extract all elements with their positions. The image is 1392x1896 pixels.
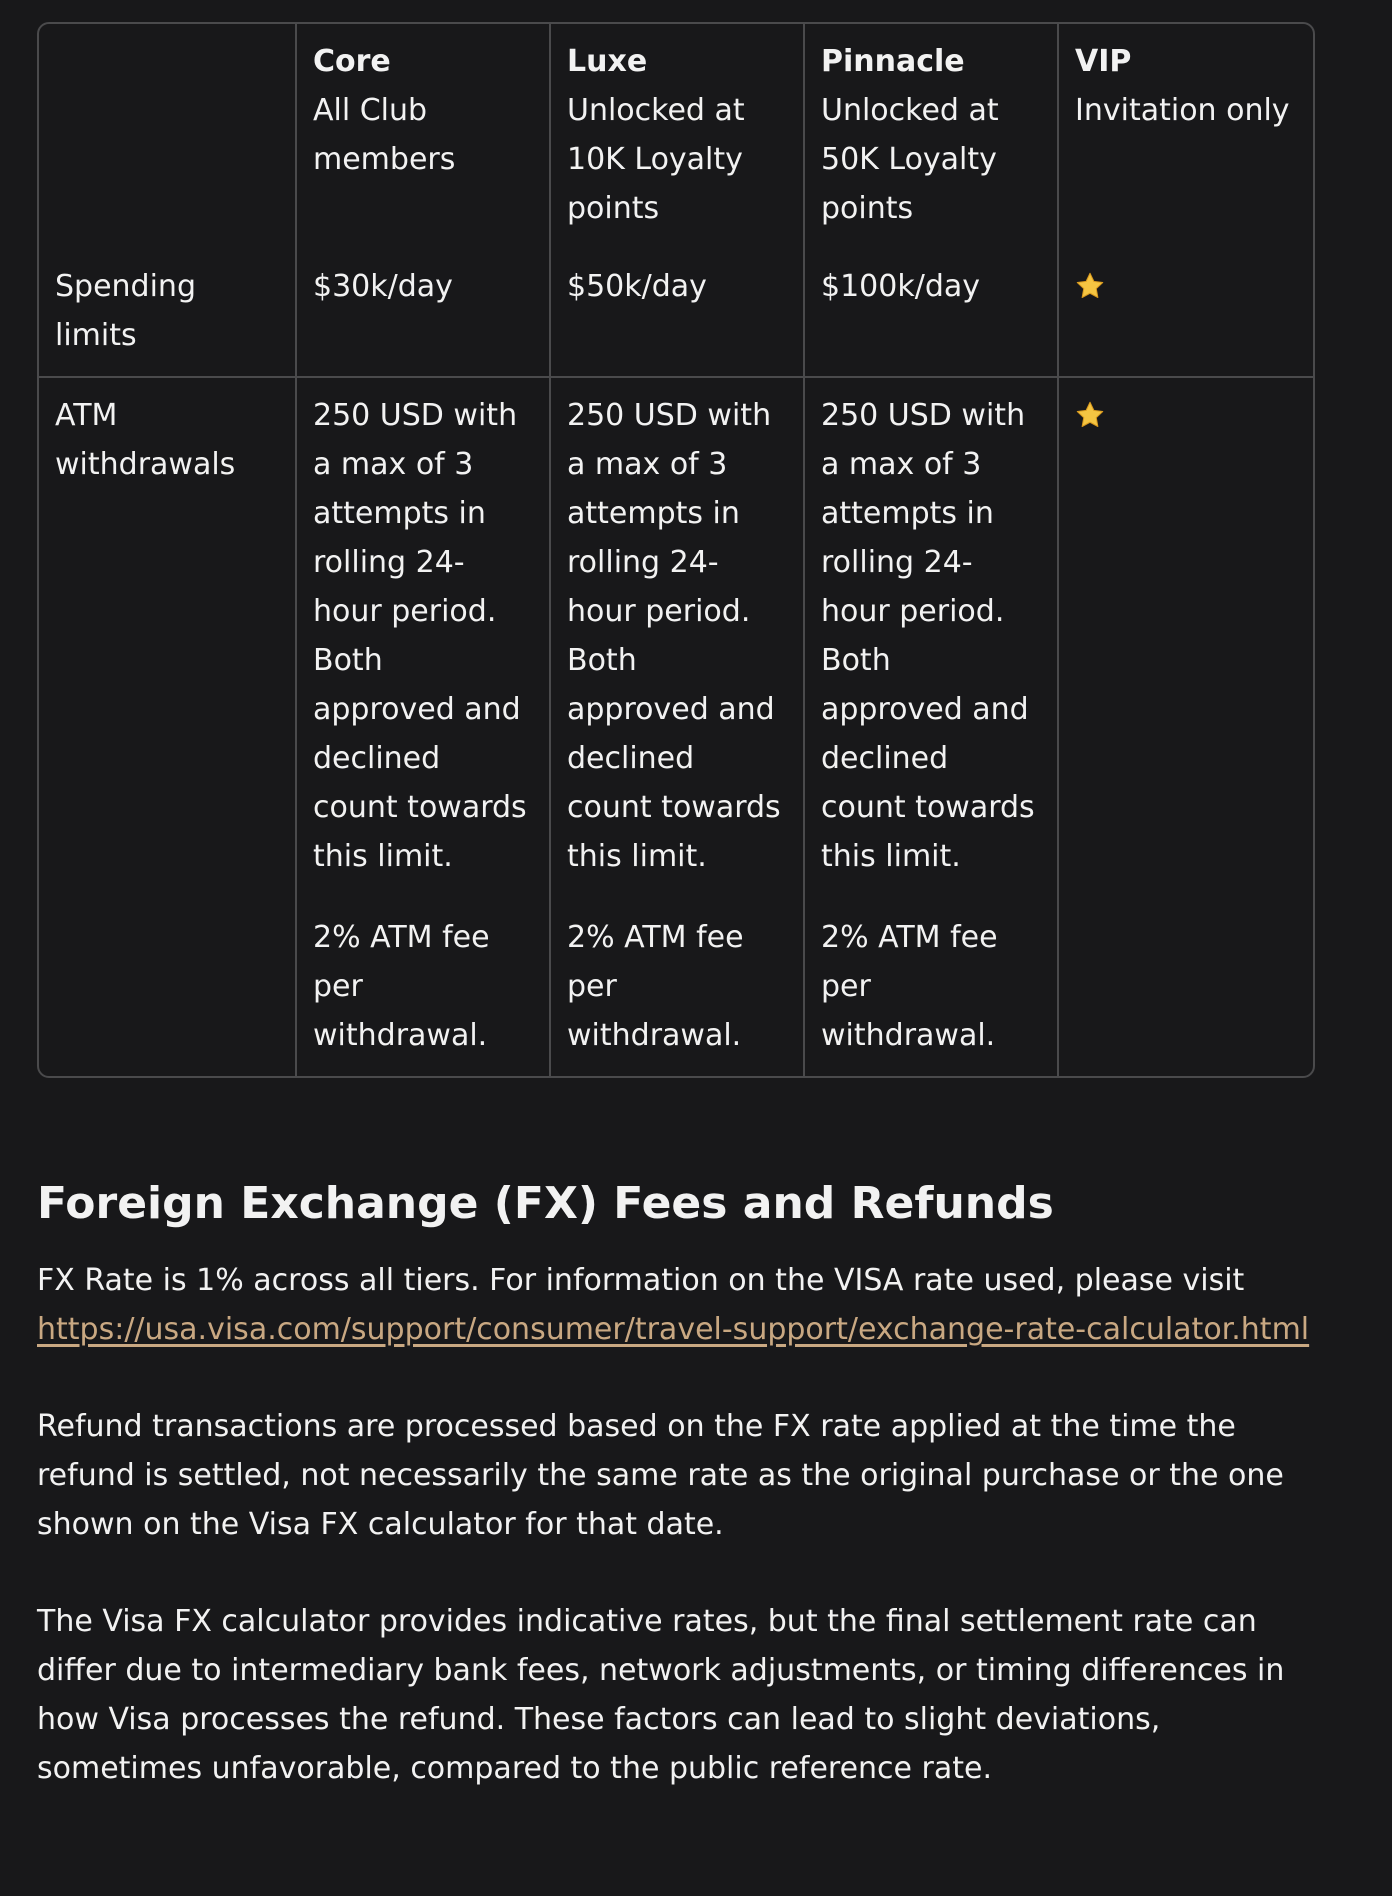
cell-luxe-atm (551, 378, 805, 1076)
tier-name-luxe: Luxe (567, 44, 648, 79)
cell-vip-spending (1059, 249, 1313, 378)
header-luxe (551, 24, 805, 249)
fx-rate-text: FX Rate is 1% across all tiers. For information on the VISA rate used, please visit (37, 1263, 1245, 1298)
row-label-atm-withdrawals: ATM withdrawals (39, 378, 297, 1076)
cell-vip-atm (1059, 378, 1313, 1076)
cell-luxe-spending: $50k/day (551, 249, 805, 378)
pinnacle-atm-fee-text: 2% ATM fee per withdrawal. (821, 920, 998, 1053)
page-content (37, 22, 1315, 1841)
tier-name-vip: VIP (1075, 44, 1132, 79)
table-row-atm-withdrawals (39, 378, 1313, 1076)
fx-rate-paragraph (37, 1256, 1315, 1354)
header-empty-cell (39, 24, 297, 249)
tier-name-pinnacle: Pinnacle (821, 44, 965, 79)
pinnacle-atm-limit-text: 250 USD with a max of 3 attempts in rolling 24-hour period. Both approved and declined count towards this limit. (821, 398, 1035, 874)
cell-core-atm (297, 378, 551, 1076)
tier-sub-luxe: Unlocked at 10K Loyalty points (567, 93, 745, 226)
table-row-spending-limits (39, 249, 1313, 378)
tier-sub-vip: Invitation only (1075, 93, 1290, 128)
header-pinnacle (805, 24, 1059, 249)
cell-pinnacle-atm (805, 378, 1059, 1076)
header-vip (1059, 24, 1313, 249)
table-header-row (39, 24, 1313, 249)
fx-section-title: Foreign Exchange (FX) Fees and Refunds (37, 1178, 1054, 1229)
star-icon (1075, 400, 1105, 430)
tier-name-core: Core (313, 44, 391, 79)
star-icon (1075, 271, 1105, 301)
visa-exchange-rate-link[interactable]: https://usa.visa.com/support/consumer/travel-support/exchange-rate-calculator.html (37, 1312, 1310, 1347)
core-atm-limit-text: 250 USD with a max of 3 attempts in rolling 24-hour period. Both approved and declined count towards this limit. (313, 398, 527, 874)
refund-paragraph: Refund transactions are processed based on the FX rate applied at the time the refund is settled, not necessarily the same rate as the original purchase or the one shown on the Visa FX calculator for that date. (37, 1409, 1284, 1542)
cell-core-spending: $30k/day (297, 249, 551, 378)
core-atm-fee-text: 2% ATM fee per withdrawal. (313, 920, 490, 1053)
header-core (297, 24, 551, 249)
tier-sub-pinnacle: Unlocked at 50K Loyalty points (821, 93, 999, 226)
row-label-spending-limits: Spending limits (39, 249, 297, 378)
luxe-atm-limit-text: 250 USD with a max of 3 attempts in rolling 24-hour period. Both approved and declined count towards this limit. (567, 398, 781, 874)
tier-sub-core: All Club members (313, 93, 456, 177)
cell-pinnacle-spending: $100k/day (805, 249, 1059, 378)
tier-comparison-table (37, 22, 1315, 1078)
luxe-atm-fee-text: 2% ATM fee per withdrawal. (567, 920, 744, 1053)
calculator-paragraph: The Visa FX calculator provides indicative rates, but the final settlement rate can differ due to intermediary bank fees, network adjustments, or timing differences in how Visa processes the refund. These factors can lead to slight deviations, sometimes unfavorable, compared to the public reference rate. (37, 1604, 1285, 1786)
